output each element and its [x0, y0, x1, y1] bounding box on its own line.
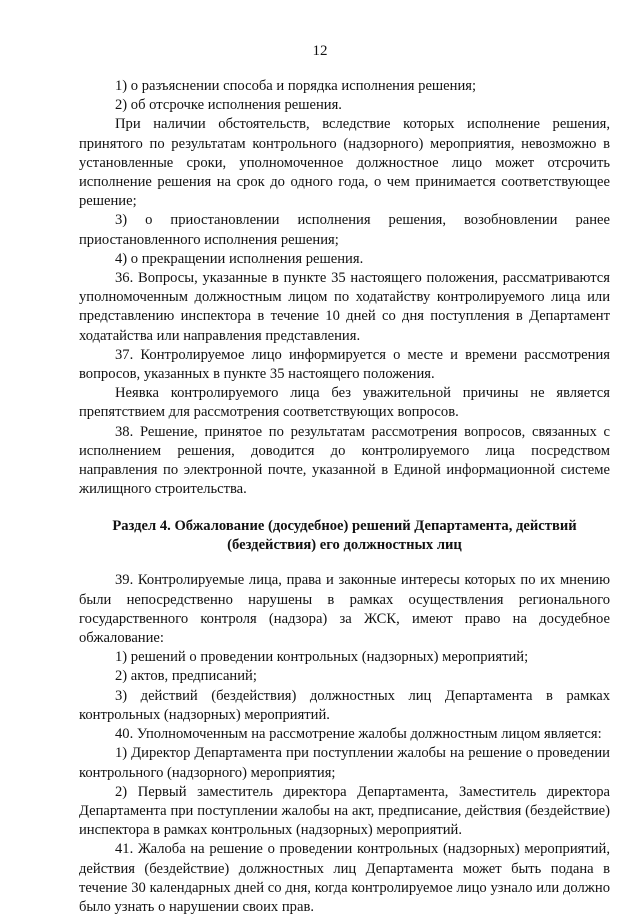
paragraph: 4) о прекращении исполнения решения.	[115, 250, 364, 267]
paragraph: 37. Контролируемое лицо информируется о месте и времени рассмотрения вопросов, указанных в пункте 35 настоящего положения.	[79, 346, 610, 383]
paragraph: 40. Уполномоченным на рассмотрение жалобы должностным лицом является:	[115, 726, 602, 743]
paragraph: 3) действий (бездействия) должностных лиц Департамента в рамках контрольных (надзорных) мероприятий.	[79, 687, 610, 723]
section-heading: Раздел 4. Обжалование (досудебное) решений Департамента, действий (бездействия) его должностных лиц	[112, 518, 577, 554]
paragraph: 2) об отсрочке исполнения решения.	[115, 97, 342, 114]
paragraph: 39. Контролируемые лица, права и законные интересы которых по их мнению были непосредственно нарушены в рамках осуществления регионального государственного контроля (надзора) за ЖСК, имеют право на досудебное обжалование:	[79, 572, 610, 647]
page-number: 12	[312, 43, 328, 59]
paragraph: 2) Первый заместитель директора Департамента, Заместитель директора Департамента при поступлении жалобы на акт, предписание, действия (бездействие) инспектора в рамках контрольных (надзорных) мероприятий.	[79, 783, 610, 839]
paragraph: Неявка контролируемого лица без уважительной причины не является препятствием для рассмотрения соответствующих вопросов.	[79, 385, 610, 421]
paragraph: При наличии обстоятельств, вследствие которых исполнение решения, принятого по результатам контрольного (надзорного) мероприятия, невозможно в установленные сроки, уполномоченное должностное лицо может отсрочить исполнение решения на срок до одного года, о чем принимается соответствующее решение;	[79, 116, 610, 210]
paragraph: 41. Жалоба на решение о проведении контрольных (надзорных) мероприятий, действия (бездействие) должностных лиц Департамента может быть подана в течение 30 календарных дней со дня, когда контролируемое лицо узнало или должно было узнать о нарушении своих прав.	[79, 841, 610, 915]
paragraph: 3) о приостановлении исполнения решения, возобновлении ранее приостановленного исполнения решения;	[79, 212, 610, 248]
paragraph: 36. Вопросы, указанные в пункте 35 настоящего положения, рассматриваются уполномоченным должностным лицом по ходатайству контролируемого лица или представлению инспектора в течение 10 дней со дня поступления в Департамент ходатайства или направления представления.	[79, 270, 610, 344]
paragraph: 1) решений о проведении контрольных (надзорных) мероприятий;	[115, 649, 529, 666]
paragraph: 38. Решение, принятое по результатам рассмотрения вопросов, связанных с исполнением решения, доводится до контролируемого лица посредством направления по электронной почте, указанной в Единой информационной системе жилищного строительства.	[79, 423, 610, 498]
paragraph: 1) Директор Департамента при поступлении жалобы на решение о проведении контрольного (надзорного) мероприятия;	[79, 745, 610, 781]
paragraph: 2) актов, предписаний;	[115, 668, 257, 685]
paragraph: 1) о разъяснении способа и порядка исполнения решения;	[115, 78, 477, 94]
document-body	[79, 77, 610, 917]
